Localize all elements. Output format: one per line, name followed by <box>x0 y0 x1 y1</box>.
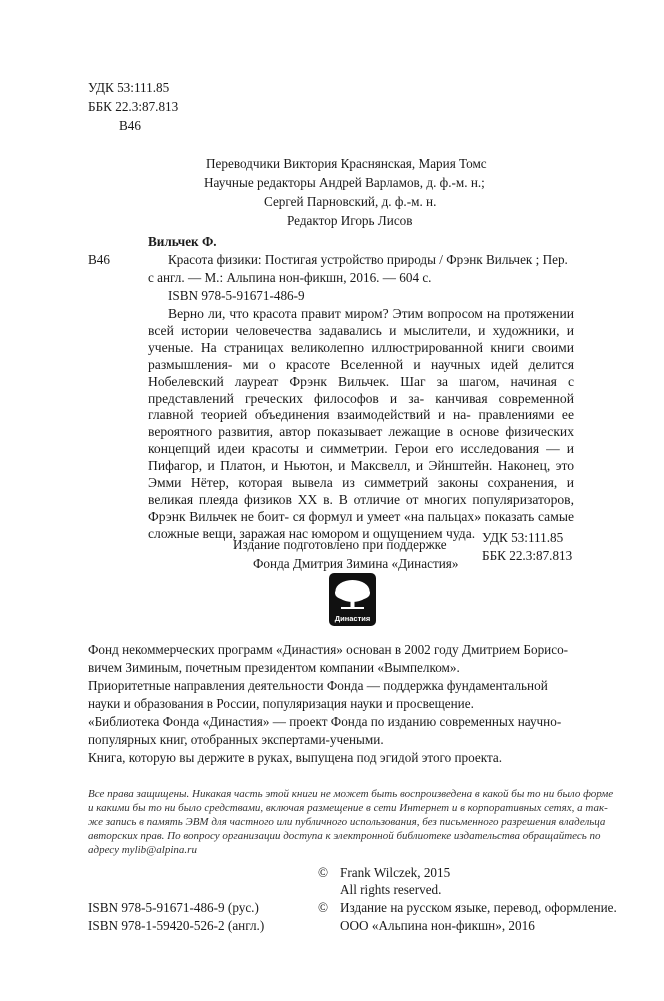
catalog-title-line-1: Красота физики: Постигая устройство природы / Фрэнк Вильчек ; Пер. <box>168 252 568 267</box>
support-line-2: Фонда Дмитрия Зимина «Династия» <box>253 556 459 571</box>
abstract-line: юмором и ощущением чуда. <box>311 525 476 541</box>
abstract-line: Вильчек. Шаг за шагом, начиная с представлений греческих философов и за- <box>148 373 574 406</box>
abstract-line: физиков XX в. В отличие от многих популяризаторов, Фрэнк Вильчек не боит- <box>148 491 575 524</box>
copyright-line-3: Издание на русском языке, перевод, оформление. <box>340 900 617 915</box>
abstract-line: Верно ли, что красота правит миром? Этим вопросом на протяжении <box>168 306 574 321</box>
dynasty-logo <box>329 573 376 626</box>
isbn-english: ISBN 978-1-59420-526-2 (англ.) <box>88 918 265 933</box>
abstract-line: правлениями ее вероятного развития, автор показывает лежащие в основе <box>148 407 574 440</box>
author-mark-top: В46 <box>119 118 141 133</box>
rights-line: Все права защищены. Никакая часть этой книги не может быть воспроизведена в какой бы то ни было форме <box>88 788 614 800</box>
bbk-code-right: ББК 22.3:87.813 <box>482 548 573 563</box>
abstract-line: ми о красоте Вселенной и научных идей делится Нобелевский лауреат Фрэнк <box>148 356 574 389</box>
bbk-code-top: ББК 22.3:87.813 <box>88 99 179 114</box>
translators-line: Переводчики Виктория Краснянская, Мария Томс <box>206 156 487 171</box>
copyright-line-2: All rights reserved. <box>340 882 442 897</box>
copyright-symbol: © <box>318 865 329 880</box>
abstract-line: и Пифагор, и Платон, и Ньютон, и Максвелл, и Эйнштейн. Наконец, это Эмми <box>148 441 574 491</box>
abstract-line: физических концепций идеи красоты и симметрии. Герои его исследования — <box>148 424 574 457</box>
rights-line: же запись в память ЭВМ для частного или публичного использования, без письменного разрешения владельца <box>88 816 606 828</box>
copyright-line-1: Frank Wilczek, 2015 <box>340 865 451 880</box>
foundation-line: Книга, которую вы держите в руках, выпущена под эгидой этого проекта. <box>88 750 503 765</box>
foundation-line: вичем Зиминым, почетным президентом компании «Вымпелком». <box>88 660 460 675</box>
logo-caption: Династия <box>334 614 371 623</box>
editor-line: Редактор Игорь Лисов <box>287 213 413 228</box>
udk-code-right: УДК 53:111.85 <box>482 530 564 545</box>
abstract-paragraph <box>148 306 574 543</box>
abstract-line: канчивая современной главной теорией объединения взаимодействий и на- <box>148 390 574 423</box>
rights-line: авторских прав. По вопросу организации доступа к электронной библиотеке издательства обращайтесь по <box>88 830 601 842</box>
tree-icon <box>329 573 376 613</box>
abstract-line: На страницах великолепно иллюстрированной книги своими размышления- <box>148 339 574 372</box>
support-line-1: Издание подготовлено при поддержке <box>233 537 447 552</box>
catalog-author: Вильчек Ф. <box>148 234 217 249</box>
rights-line: адресу mylib@alpina.ru <box>88 844 197 856</box>
foundation-line: Приоритетные направления деятельности Фонда — поддержка фундаментальной <box>88 678 548 693</box>
abstract-line: Нётер, которая вывела из симметрий законы сохранения, и великая плеяда <box>148 475 575 507</box>
catalog-code: В46 <box>88 252 110 267</box>
catalog-isbn: ISBN 978-5-91671-486-9 <box>168 288 305 303</box>
foundation-line: популярных книг, отобранных экспертами-учеными. <box>88 732 384 747</box>
foundation-line: науки и образования в России, популяризация науки и просвещение. <box>88 696 474 711</box>
udk-code-top: УДК 53:111.85 <box>88 80 170 95</box>
catalog-title-line-2: с англ. — М.: Альпина нон-фикшн, 2016. — 604 с. <box>148 270 432 285</box>
science-editors-line: Научные редакторы Андрей Варламов, д. ф.-м. н.; <box>204 175 485 190</box>
rights-line: и какими бы то ни было средствами, включая размещение в сети Интернет и в корпоративных сетях, а так- <box>88 802 608 814</box>
foundation-line: Фонд некоммерческих программ «Династия» основан в 2002 году Дмитрием Борисо- <box>88 642 569 657</box>
science-editor-2-line: Сергей Парновский, д. ф.-м. н. <box>264 194 437 209</box>
foundation-line: «Библиотека Фонда «Династия» — проект Фонда по изданию современных научно- <box>88 714 562 729</box>
copyright-line-4: ООО «Альпина нон-фикшн», 2016 <box>340 918 535 933</box>
abstract-line: всей истории человечества задавались и мыслители, и художники, и ученые. <box>148 322 574 355</box>
abstract-line: ся формул и умеет «на пальцах» показать самые сложные вещи, заражая нас <box>148 508 574 541</box>
isbn-russian: ISBN 978-5-91671-486-9 (рус.) <box>88 900 259 915</box>
copyright-symbol: © <box>318 900 329 915</box>
